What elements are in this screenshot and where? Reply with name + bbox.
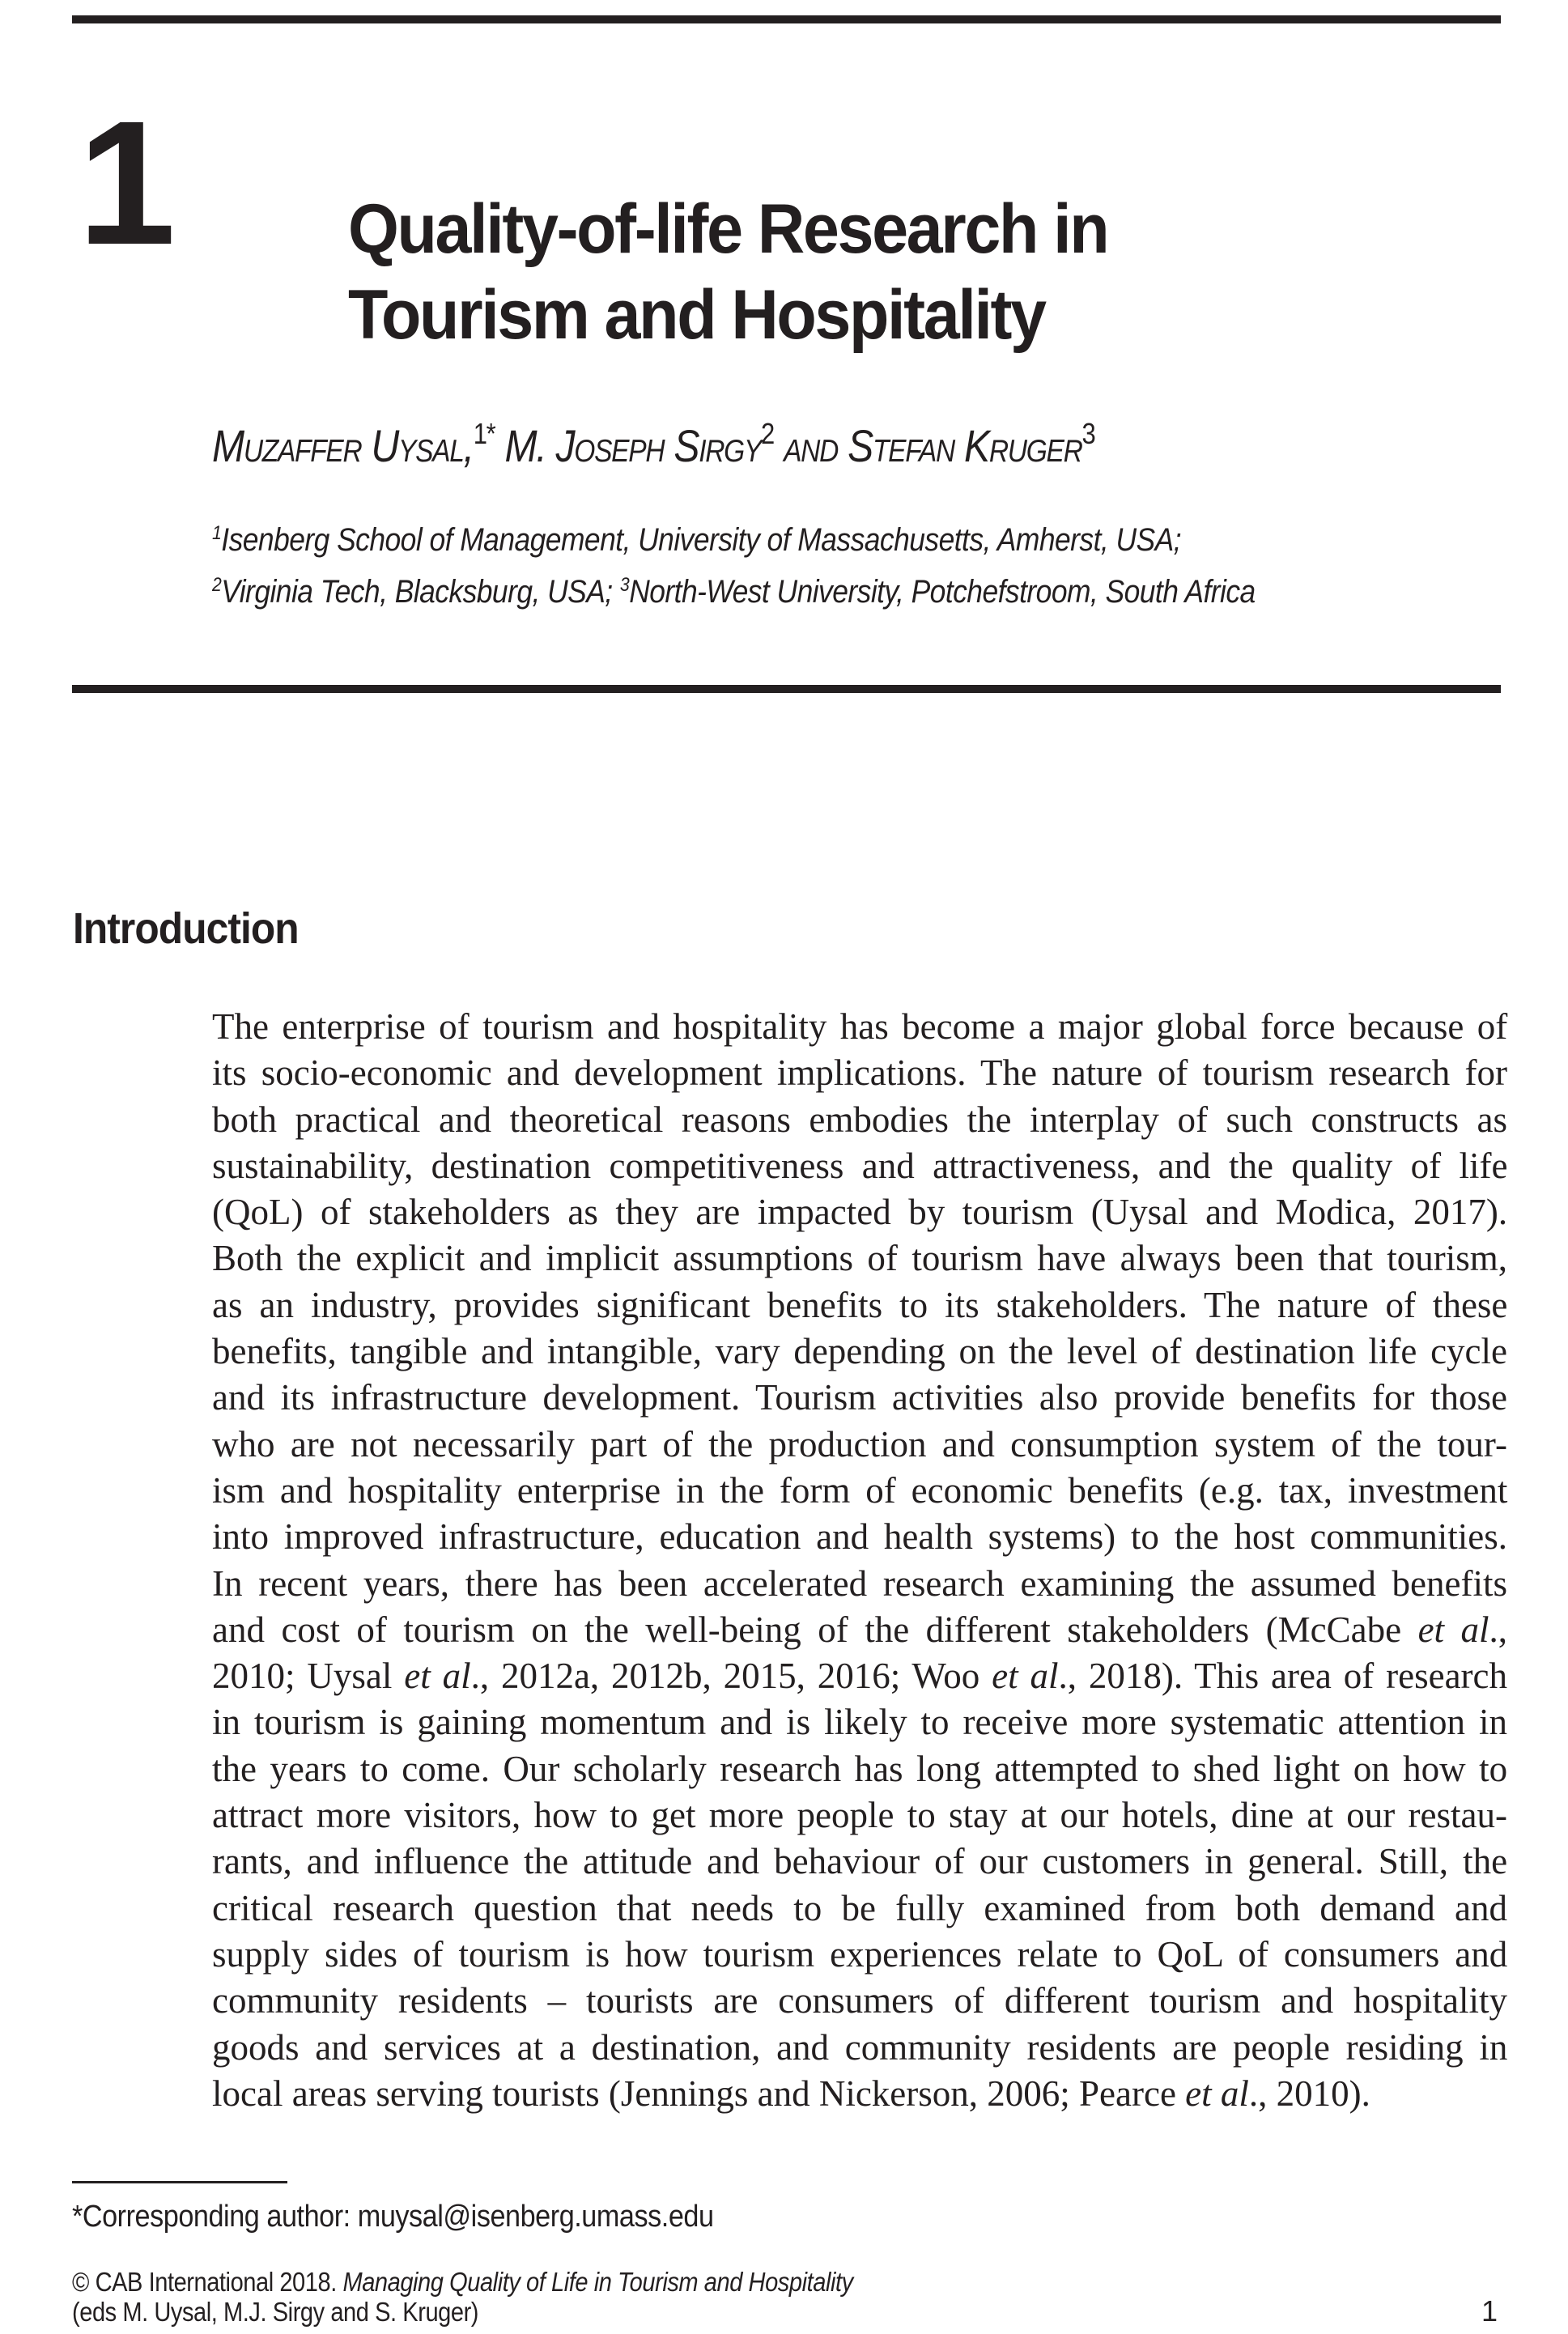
- body-text-line: [212, 1004, 1507, 1050]
- top-rule: [72, 15, 1501, 23]
- body-text-line: [212, 1932, 1507, 1978]
- author-footnote-marker: 3: [1081, 417, 1095, 450]
- body-text-line: [212, 1885, 1507, 1932]
- chapter-title: [348, 186, 1337, 358]
- affiliation-marker: 3: [619, 574, 630, 596]
- body-text-line: [212, 1422, 1507, 1468]
- text-run: ., 2012a, 2012b, 2015, 2016; Woo: [470, 1656, 992, 1697]
- text-run: who are not necessarily part of the production and consumption system of the tour-: [212, 1423, 1507, 1465]
- copyright-notice: [72, 2267, 853, 2327]
- body-text-line: [212, 1468, 1507, 1514]
- affiliation-line: [212, 517, 1256, 568]
- body-text-line: [212, 1282, 1507, 1329]
- body-text-line: [212, 1050, 1507, 1096]
- text-run: benefits, tangible and intangible, vary depending on the level of destination life cycle: [212, 1331, 1507, 1372]
- text-run: critical research question that needs to be fully examined from both demand and: [212, 1887, 1507, 1928]
- text-run: The enterprise of tourism and hospitality has become a major global force because of: [212, 1006, 1508, 1047]
- text-run: ism and hospitality enterprise in the form of economic benefits (e.g. tax, investment: [212, 1469, 1508, 1511]
- copyright-line: [72, 2267, 853, 2297]
- footnote-rule: [72, 2181, 287, 2183]
- text-run: into improved infrastructure, education and health systems) to the host communities.: [212, 1516, 1507, 1558]
- body-text-line: [212, 1653, 1507, 1699]
- text-run: sustainability, destination competitiveness and attractiveness, and the quality of life: [212, 1145, 1508, 1186]
- body-paragraph: [212, 1004, 1507, 2117]
- text-run: attract more visitors, how to get more people to stay at our hotels, dine at our restau-: [212, 1795, 1507, 1836]
- author-separator: ,: [463, 420, 474, 471]
- body-text-line: [212, 1978, 1507, 2024]
- affiliations: [212, 517, 1256, 620]
- author-name: M. Joseph Sirgy: [504, 420, 762, 471]
- author-name: Muzaffer Uysal: [212, 420, 464, 471]
- page-number: 1: [1481, 2294, 1498, 2328]
- affiliation-text: Isenberg School of Management, University of Massachusetts, Amherst, USA;: [221, 522, 1181, 558]
- text-run: community residents – tourists are consumers of different tourism and hospitality: [212, 1980, 1507, 2022]
- body-text-line: [212, 1375, 1507, 1421]
- text-run: and its infrastructure development. Tourism activities also provide benefits for those: [212, 1377, 1507, 1418]
- italic-run: et al: [1185, 2073, 1249, 2114]
- body-text-line: [212, 1514, 1507, 1560]
- text-run: in tourism is gaining momentum and is likely to receive more systematic attention in: [212, 1702, 1507, 1743]
- text-run: In recent years, there has been accelerated research examining the assumed benefits: [212, 1562, 1507, 1604]
- italic-run: et al: [1417, 1609, 1489, 1650]
- body-text-line: [212, 1607, 1507, 1653]
- text-run: its socio-economic and development implications. The nature of tourism research for: [212, 1052, 1507, 1094]
- text-run: 2010; Uysal: [212, 1656, 405, 1697]
- body-text-line: [212, 1792, 1507, 1839]
- affiliation-marker: 1: [212, 522, 222, 544]
- book-title: Managing Quality of Life in Tourism and Hospitality: [342, 2267, 853, 2297]
- body-text-line: [212, 1329, 1507, 1375]
- body-text-line: [212, 2071, 1507, 2117]
- author-footnote-marker: 2: [761, 417, 774, 450]
- text-run: the years to come. Our scholarly research has long attempted to shed light on how to: [212, 1748, 1508, 1789]
- header-bottom-rule: [72, 685, 1501, 693]
- text-run: .,: [1489, 1609, 1508, 1650]
- body-text-line: [212, 1097, 1507, 1143]
- affiliation-text: Virginia Tech, Blacksburg, USA;: [221, 574, 620, 610]
- body-text-line: [212, 1746, 1507, 1792]
- text-run: rants, and influence the attitude and behaviour of our customers in general. Still, the: [212, 1841, 1508, 1882]
- body-text-line: [212, 1561, 1507, 1607]
- body-text-line: [212, 1189, 1507, 1235]
- body-text-line: [212, 2025, 1507, 2071]
- author-list: [212, 419, 1094, 478]
- affiliation-marker: 2: [212, 574, 222, 596]
- text-run: (QoL) of stakeholders as they are impacted by tourism (Uysal and Modica, 2017).: [212, 1192, 1508, 1233]
- body-text-line: [212, 1143, 1507, 1189]
- body-text-line: [212, 1235, 1507, 1282]
- chapter-title-line: Tourism and Hospitality: [348, 276, 1045, 354]
- affiliation-line: [212, 568, 1256, 620]
- book-editors: (eds M. Uysal, M.J. Sirgy and S. Kruger): [72, 2297, 479, 2327]
- text-run: and cost of tourism on the well-being of the different stakeholders (McCabe: [212, 1609, 1418, 1650]
- chapter-number: 1: [78, 85, 173, 282]
- footnote-corresponding-author: *Corresponding author: muysal@isenberg.umass.edu: [72, 2200, 714, 2234]
- text-run: Both the explicit and implicit assumptions of tourism have always been that tourism,: [212, 1238, 1508, 1279]
- italic-run: et al: [992, 1656, 1059, 1697]
- author-connector: and: [784, 420, 839, 471]
- text-run: supply sides of tourism is how tourism experiences relate to QoL of consumers and: [212, 1933, 1508, 1975]
- section-heading: Introduction: [73, 904, 299, 953]
- chapter-title-line: Quality-of-life Research in: [348, 190, 1108, 268]
- text-run: as an industry, provides significant benefits to its stakeholders. The nature of these: [212, 1284, 1508, 1325]
- body-text-line: [212, 1839, 1507, 1885]
- text-run: ., 2010).: [1248, 2073, 1370, 2114]
- text-run: both practical and theoretical reasons embodies the interplay of such constructs as: [212, 1099, 1507, 1140]
- italic-run: et al: [404, 1656, 471, 1697]
- text-run: local areas serving tourists (Jennings and Nickerson, 2006; Pearce: [212, 2073, 1186, 2114]
- copyright-prefix: © CAB International 2018.: [72, 2267, 343, 2297]
- body-text-line: [212, 1699, 1507, 1745]
- affiliation-text: North-West University, Potchefstroom, South Africa: [629, 574, 1256, 610]
- text-run: goods and services at a destination, and community residents are people residing in: [212, 2026, 1508, 2068]
- author-footnote-marker: 1*: [473, 417, 495, 450]
- author-name: Stefan Kruger: [848, 420, 1082, 471]
- text-run: ., 2018). This area of research: [1058, 1656, 1508, 1697]
